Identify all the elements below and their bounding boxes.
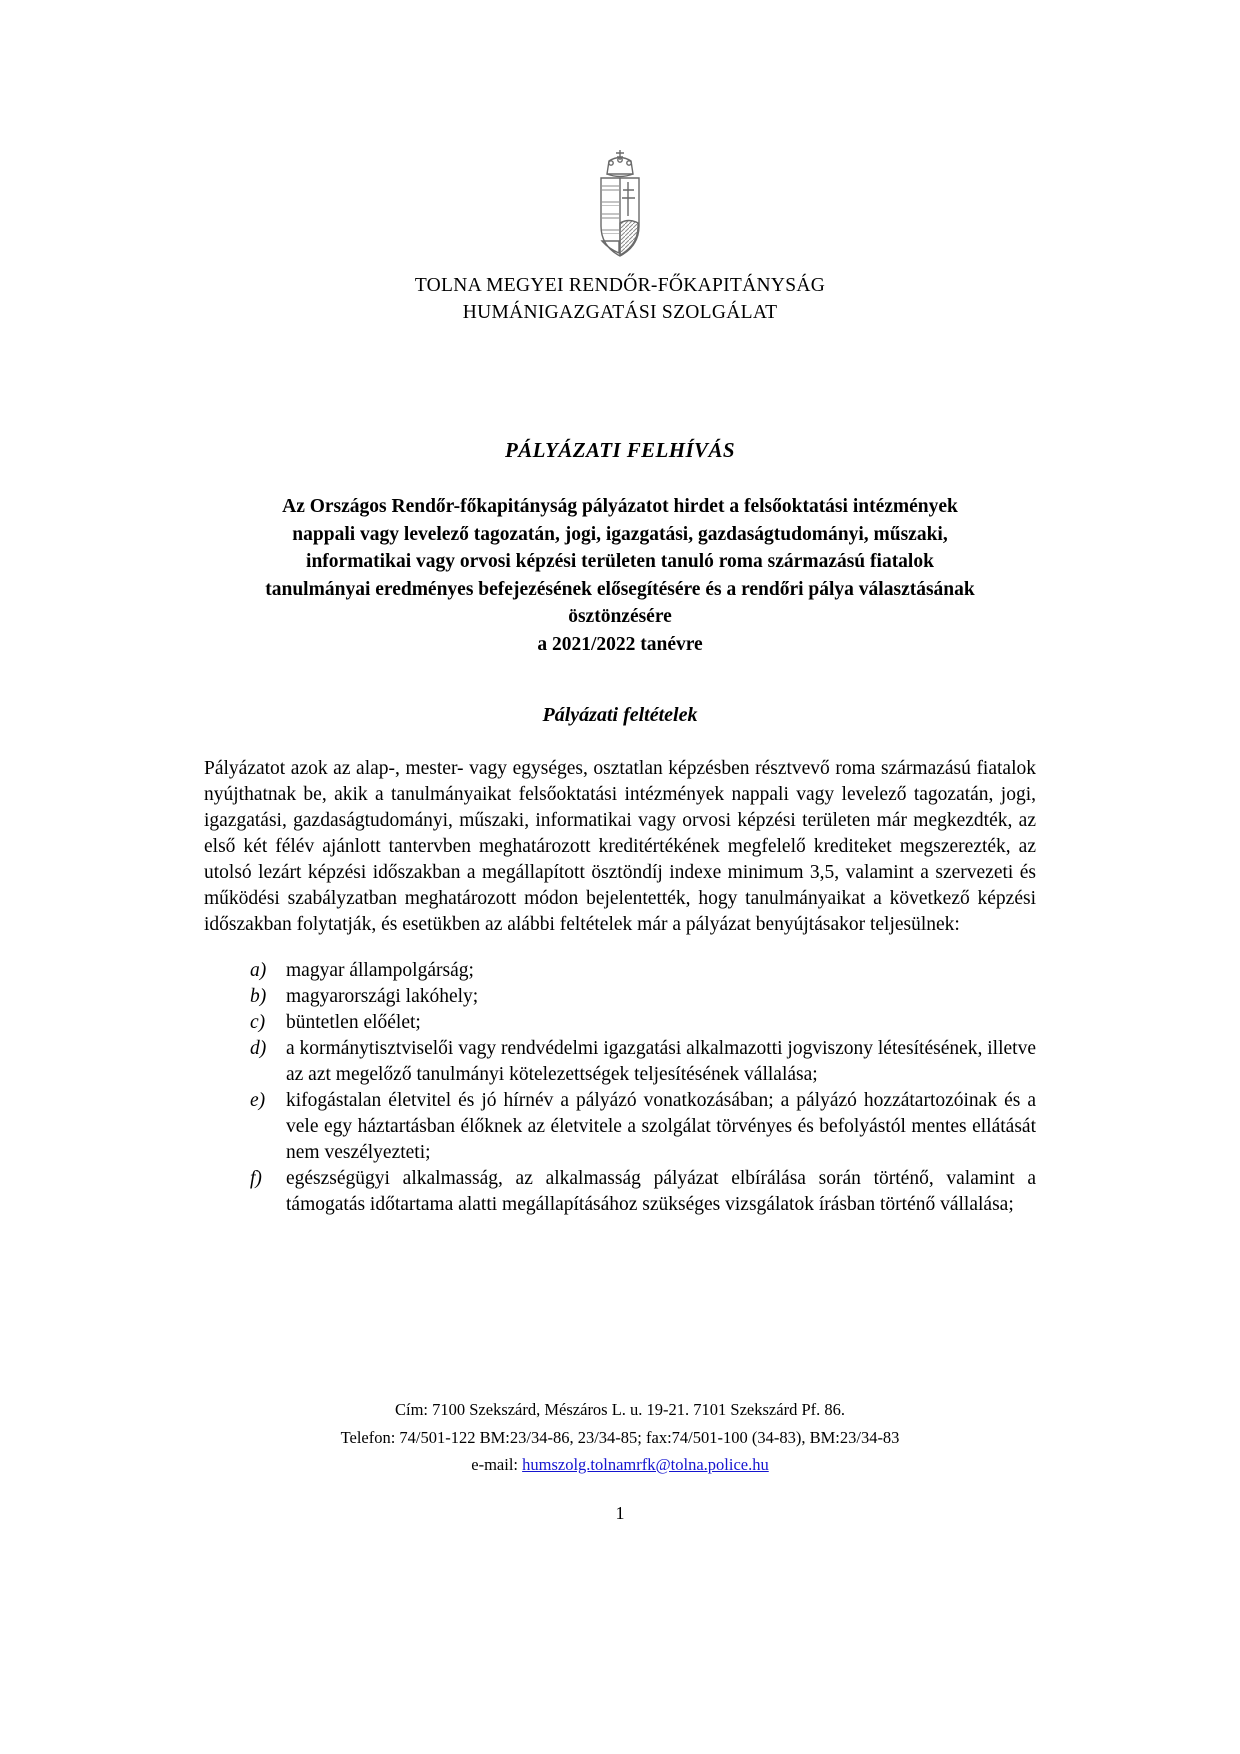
hungarian-coat-of-arms-icon xyxy=(589,148,651,266)
list-item xyxy=(204,984,1036,1010)
announcement-line: ösztönzésére xyxy=(568,606,672,627)
document-title: PÁLYÁZATI FELHÍVÁS xyxy=(505,438,735,462)
list-item-text: magyarországi lakóhely; xyxy=(286,985,479,1007)
list-item-text: egészségügyi alkalmasság, az alkalmasság pályázat elbírálása során történő, valamint a támogatás időtartama alatti megállapításához szükséges vizsgálatok írásban történő vállalása; xyxy=(286,1167,1036,1215)
org-name-line1: TOLNA MEGYEI RENDŐR-FŐKAPITÁNYSÁG xyxy=(414,275,826,296)
list-item-marker: e) xyxy=(250,1089,266,1111)
list-item-marker: f) xyxy=(250,1167,262,1189)
conditions-list xyxy=(204,958,1036,1218)
list-item-text: magyar állampolgárság; xyxy=(286,959,474,981)
list-item-text: büntetlen előélet; xyxy=(286,1011,421,1033)
list-item xyxy=(204,1166,1036,1218)
announcement-line: nappali vagy levelező tagozatán, jogi, igazgatási, gazdaságtudományi, műszaki, xyxy=(292,523,948,545)
list-item xyxy=(204,1088,1036,1166)
list-item-marker: c) xyxy=(250,1011,266,1033)
page-number: 1 xyxy=(615,1503,625,1523)
conditions-intro-paragraph: Pályázatot azok az alap-, mester- vagy egységes, osztatlan képzésben résztvevő roma származású fiatalok nyújthatnak be, akik a tanulmányaikat felsőoktatási intézmények nappali vagy levelező tagozatán, jogi, igazgatási, gazdaságtudományi, műszaki, informatikai vagy orvosi képzési területen már megkezdték, az első két félév ajánlott tantervben meghatározott kreditértékének megfelelő krediteket megszerezték, az utolsó lezárt képzési időszakban a megállapított ösztöndíj indexe minimum 3,5, valamint a szervezeti és működési szabályzatban meghatározott módon bejelentették, hogy tanulmányaikat a következő képzési időszakban folytatják, és esetükben az alábbi feltételek már a pályázat benyújtásakor teljesülnek: xyxy=(204,758,1036,935)
logo-container xyxy=(0,0,1240,266)
announcement-year-line: a 2021/2022 tanévre xyxy=(537,633,703,655)
list-item-marker: d) xyxy=(250,1037,267,1059)
footer-email-link[interactable]: humszolg.tolnamrfk@tolna.police.hu xyxy=(522,1455,769,1474)
footer-email-label: e-mail: xyxy=(471,1455,523,1474)
list-item-text: a kormánytisztviselői vagy rendvédelmi igazgatási alkalmazotti jogviszony létesítésének, illetve az azt megelőző tanulmányi kötelezettségek teljesítésének vállalása; xyxy=(286,1037,1036,1085)
list-item xyxy=(204,1010,1036,1036)
org-name-line2: HUMÁNIGAZGATÁSI SZOLGÁLAT xyxy=(462,302,778,323)
footer-contact-block xyxy=(0,1396,1240,1479)
list-item xyxy=(204,1036,1036,1088)
announcement-paragraph xyxy=(140,493,1100,658)
footer-email-line xyxy=(0,1451,1240,1479)
list-item xyxy=(204,958,1036,984)
section-heading: Pályázati feltételek xyxy=(542,704,698,726)
footer-phone: Telefon: 74/501-122 BM:23/34-86, 23/34-85; fax:74/501-100 (34-83), BM:23/34-83 xyxy=(340,1427,900,1447)
announcement-line: Az Országos Rendőr-főkapitányság pályázatot hirdet a felsőoktatási intézmények xyxy=(282,496,958,517)
announcement-line: informatikai vagy orvosi képzési területen tanuló roma származású fiatalok xyxy=(306,551,934,572)
list-item-marker: a) xyxy=(250,959,267,981)
list-item-marker: b) xyxy=(250,985,267,1007)
list-item-text: kifogástalan életvitel és jó hírnév a pályázó vonatkozásában; a pályázó hozzátartozóinak és a vele egy háztartásban élőknek az életvitele a szolgálat törvényes és befolyástól mentes ellátását nem veszélyezteti; xyxy=(286,1089,1036,1163)
footer-address: Cím: 7100 Szekszárd, Mészáros L. u. 19-21. 7101 Szekszárd Pf. 86. xyxy=(394,1400,845,1419)
announcement-line: tanulmányai eredményes befejezésének elősegítésére és a rendőri pálya választásának xyxy=(265,578,975,600)
